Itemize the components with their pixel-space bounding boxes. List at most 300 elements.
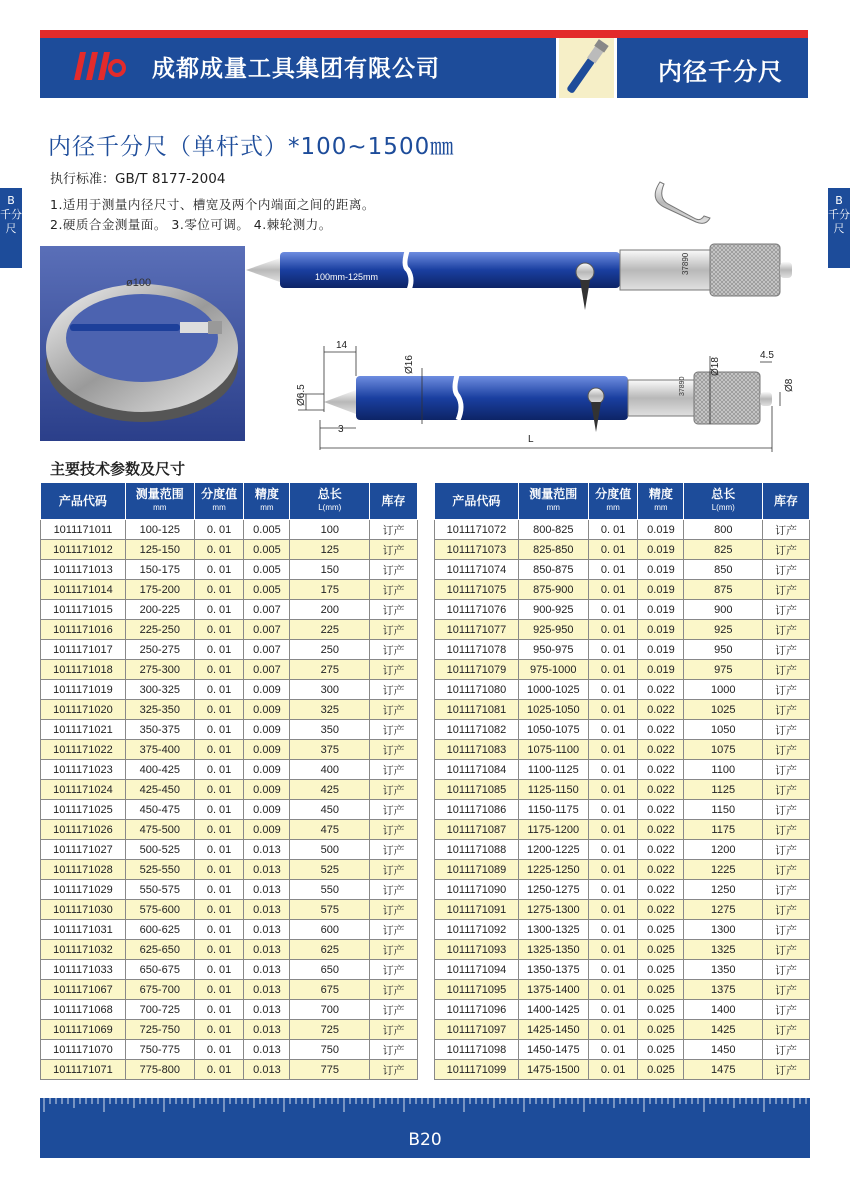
table-cell: 0.025 (638, 1040, 684, 1060)
table-cell: 订产 (370, 660, 418, 680)
table-cell: 1250 (684, 880, 763, 900)
table-cell: 订产 (370, 740, 418, 760)
table-cell: 0.009 (244, 760, 290, 780)
table-row (435, 800, 810, 820)
table-row (41, 660, 418, 680)
table-cell: 250 (290, 640, 370, 660)
table-cell: 1011171075 (435, 580, 519, 600)
table-cell: 0. 01 (588, 560, 638, 580)
table-cell: 500 (290, 840, 370, 860)
table-cell: 725-750 (125, 1020, 194, 1040)
table-cell: 0.013 (244, 980, 290, 1000)
section-title: 内径千分尺 (658, 58, 783, 86)
table-row (435, 700, 810, 720)
table-cell: 700 (290, 1000, 370, 1020)
table-cell: 175-200 (125, 580, 194, 600)
table-cell: 1011171028 (41, 860, 126, 880)
table-row (41, 980, 418, 1000)
table-cell: 850 (684, 560, 763, 580)
table-cell: 0.013 (244, 1000, 290, 1020)
table-cell: 650 (290, 960, 370, 980)
table-cell: 1011171090 (435, 880, 519, 900)
table-cell: 1011171085 (435, 780, 519, 800)
table-cell: 1011171081 (435, 700, 519, 720)
table-cell: 100-125 (125, 520, 194, 540)
table-cell: 订产 (370, 520, 418, 540)
table-cell: 1125-1150 (518, 780, 588, 800)
table-cell: 1011171077 (435, 620, 519, 640)
table-cell: 0. 01 (588, 720, 638, 740)
company-name: 成都成量工具集团有限公司 (152, 56, 440, 82)
header-cell: 精度 mm (244, 483, 290, 520)
dim-14: 14 (336, 340, 348, 351)
table-cell: 1011171020 (41, 700, 126, 720)
table-cell: 订产 (370, 680, 418, 700)
company-logo-icon (72, 44, 130, 88)
dim-3: 3 (338, 424, 344, 435)
table-cell: 825 (684, 540, 763, 560)
table-cell: 1011171014 (41, 580, 126, 600)
table-cell: 1011171080 (435, 680, 519, 700)
table-cell: 125 (290, 540, 370, 560)
header-cell: 总长 L(mm) (684, 483, 763, 520)
table-cell: 1011171012 (41, 540, 126, 560)
table-cell: 0.013 (244, 1060, 290, 1080)
table-cell: 1075 (684, 740, 763, 760)
table-row (435, 640, 810, 660)
table-row (41, 820, 418, 840)
table-cell: 775-800 (125, 1060, 194, 1080)
table-cell: 0.007 (244, 600, 290, 620)
table-row (41, 920, 418, 940)
table-cell: 650-675 (125, 960, 194, 980)
table-cell: 225 (290, 620, 370, 640)
table-cell: 1011171084 (435, 760, 519, 780)
standard-line (50, 168, 225, 187)
table-cell: 0.013 (244, 940, 290, 960)
table-row (41, 1060, 418, 1080)
table-cell: 1425-1450 (518, 1020, 588, 1040)
table-cell: 975-1000 (518, 660, 588, 680)
table-cell: 1025-1050 (518, 700, 588, 720)
table-cell: 1175-1200 (518, 820, 588, 840)
table-cell: 0.022 (638, 740, 684, 760)
table-cell: 1000 (684, 680, 763, 700)
table-cell: 0.019 (638, 640, 684, 660)
table-cell: 1011171088 (435, 840, 519, 860)
standard-label: 执行标准： (50, 172, 116, 187)
table-cell: 1011171073 (435, 540, 519, 560)
table-cell: 1011171097 (435, 1020, 519, 1040)
page-number: B20 (408, 1130, 442, 1150)
table-cell: 1011171072 (435, 520, 519, 540)
spec-table-right (434, 482, 810, 1080)
table-row (435, 860, 810, 880)
table-cell: 900 (684, 600, 763, 620)
table-row (41, 580, 418, 600)
table-cell: 1450-1475 (518, 1040, 588, 1060)
table-cell: 0.007 (244, 660, 290, 680)
table-cell: 0.013 (244, 960, 290, 980)
table-cell: 0.009 (244, 800, 290, 820)
table-cell: 0.025 (638, 980, 684, 1000)
table-row (435, 880, 810, 900)
header-cell: 库存 (763, 483, 810, 520)
table-cell: 400 (290, 760, 370, 780)
table-cell: 订产 (763, 640, 810, 660)
table-cell: 950 (684, 640, 763, 660)
table-cell: 0. 01 (194, 800, 244, 820)
micrometer-upper (246, 244, 792, 310)
table-cell: 0. 01 (588, 960, 638, 980)
table-cell: 1011171069 (41, 1020, 126, 1040)
table-cell: 275 (290, 660, 370, 680)
table-cell: 订产 (763, 1000, 810, 1020)
header-cell: 分度值 mm (588, 483, 638, 520)
table-cell: 1011171023 (41, 760, 126, 780)
table-cell: 425 (290, 780, 370, 800)
table-cell: 0.025 (638, 960, 684, 980)
product-title: 内径千分尺（单杆式）*100~1500㎜ (48, 134, 455, 160)
table-cell: 0.005 (244, 580, 290, 600)
table-cell: 订产 (370, 1000, 418, 1020)
table-cell: 1011171071 (41, 1060, 126, 1080)
table-cell: 0. 01 (194, 980, 244, 1000)
table-cell: 1011171082 (435, 720, 519, 740)
table-cell: 0. 01 (588, 520, 638, 540)
table-cell: 订产 (763, 820, 810, 840)
table-cell: 1275-1300 (518, 900, 588, 920)
table-cell: 订产 (763, 780, 810, 800)
table-cell: 550 (290, 880, 370, 900)
table-cell: 450-475 (125, 800, 194, 820)
rod-label: 100mm-125mm (315, 272, 379, 282)
table-cell: 375-400 (125, 740, 194, 760)
table-cell: 订产 (763, 840, 810, 860)
table-cell: 0.013 (244, 840, 290, 860)
table-cell: 1011171024 (41, 780, 126, 800)
table-row (41, 680, 418, 700)
table-cell: 订产 (763, 540, 810, 560)
table-row (435, 720, 810, 740)
table-cell: 1011171089 (435, 860, 519, 880)
table-cell: 750-775 (125, 1040, 194, 1060)
table-cell: 0. 01 (588, 920, 638, 940)
table-cell: 0. 01 (194, 1000, 244, 1020)
table-cell: 1475 (684, 1060, 763, 1080)
table-cell: 0.007 (244, 620, 290, 640)
table-cell: 0.025 (638, 1060, 684, 1080)
table-cell: 150 (290, 560, 370, 580)
table-cell: 1011171078 (435, 640, 519, 660)
header-cell: 分度值 mm (194, 483, 244, 520)
table-cell: 1011171013 (41, 560, 126, 580)
table-cell: 200 (290, 600, 370, 620)
side-tab-left: B 千分尺 (0, 188, 22, 268)
side-tab-right: B 千分尺 (828, 188, 850, 268)
table-cell: 900-925 (518, 600, 588, 620)
table-row (41, 700, 418, 720)
table-cell: 0. 01 (194, 560, 244, 580)
table-header-row (435, 483, 810, 520)
dim-4-5: 4.5 (760, 350, 774, 361)
table-cell: 600 (290, 920, 370, 940)
table-cell: 1011171011 (41, 520, 126, 540)
table-cell: 1011171018 (41, 660, 126, 680)
table-cell: 订产 (763, 980, 810, 1000)
table-cell: 0. 01 (588, 600, 638, 620)
table-row (435, 820, 810, 840)
table-cell: 1011171022 (41, 740, 126, 760)
table-cell: 订产 (763, 580, 810, 600)
table-cell: 订产 (763, 1040, 810, 1060)
table-cell: 0. 01 (194, 640, 244, 660)
dim-18: Ø18 (710, 357, 721, 376)
table-row (435, 680, 810, 700)
table-cell: 350-375 (125, 720, 194, 740)
table-cell: 0. 01 (194, 820, 244, 840)
table-row (435, 1040, 810, 1060)
table-cell: 订产 (370, 800, 418, 820)
table-row (435, 1020, 810, 1040)
table-cell: 订产 (370, 700, 418, 720)
table-cell: 0.013 (244, 920, 290, 940)
header-cell: 总长 L(mm) (290, 483, 370, 520)
table-cell: 300-325 (125, 680, 194, 700)
dim-16: Ø16 (404, 355, 415, 374)
table-row (41, 960, 418, 980)
table-cell: 0. 01 (194, 940, 244, 960)
table-cell: 625 (290, 940, 370, 960)
table-row (41, 560, 418, 580)
table-cell: 订产 (763, 860, 810, 880)
table-cell: 0. 01 (588, 540, 638, 560)
table-cell: 1011171029 (41, 880, 126, 900)
table-row (41, 840, 418, 860)
table-cell: 275-300 (125, 660, 194, 680)
table-cell: 订产 (370, 540, 418, 560)
table-cell: 925 (684, 620, 763, 640)
table-cell: 300 (290, 680, 370, 700)
table-row (41, 1000, 418, 1020)
table-cell: 订产 (370, 920, 418, 940)
table-cell: 200-225 (125, 600, 194, 620)
table-cell: 0. 01 (588, 640, 638, 660)
product-thumbnail (556, 38, 617, 98)
table-cell: 625-650 (125, 940, 194, 960)
table-cell: 0.005 (244, 540, 290, 560)
table-row (435, 940, 810, 960)
table-cell: 1225 (684, 860, 763, 880)
table-cell: 600-625 (125, 920, 194, 940)
table-cell: 0.009 (244, 720, 290, 740)
table-cell: 1400 (684, 1000, 763, 1020)
table-cell: 订产 (763, 740, 810, 760)
table-row (41, 860, 418, 880)
table-cell: 0.013 (244, 900, 290, 920)
spec-table-left (40, 482, 418, 1080)
table-cell: 订产 (370, 560, 418, 580)
table-cell: 575-600 (125, 900, 194, 920)
ring-gauge-photo (40, 246, 245, 441)
table-cell: 订产 (763, 800, 810, 820)
table-cell: 订产 (370, 1020, 418, 1040)
table-cell: 1000-1025 (518, 680, 588, 700)
table-cell: 0.025 (638, 920, 684, 940)
table-cell: 525-550 (125, 860, 194, 880)
table-cell: 订产 (763, 600, 810, 620)
table-row (435, 740, 810, 760)
table-cell: 875-900 (518, 580, 588, 600)
feature-line-1: 1.适用于测量内径尺寸、槽宽及两个内端面之间的距离。 (50, 197, 375, 212)
table-cell: 0.025 (638, 1000, 684, 1020)
table-cell: 1011171074 (435, 560, 519, 580)
table-row (41, 800, 418, 820)
table-cell: 订产 (763, 680, 810, 700)
table-cell: 1175 (684, 820, 763, 840)
table-cell: 1011171031 (41, 920, 126, 940)
table-cell: 0. 01 (588, 900, 638, 920)
table-cell: 0.022 (638, 860, 684, 880)
table-cell: 1011171027 (41, 840, 126, 860)
table-cell: 0. 01 (588, 860, 638, 880)
table-cell: 0. 01 (588, 800, 638, 820)
table-cell: 575 (290, 900, 370, 920)
table-cell: 0.019 (638, 560, 684, 580)
table-row (41, 1040, 418, 1060)
table-cell: 1011171087 (435, 820, 519, 840)
table-cell: 0.007 (244, 640, 290, 660)
micrometer-thumb-icon (559, 38, 614, 98)
table-cell: 0. 01 (588, 660, 638, 680)
table-cell: 0.019 (638, 620, 684, 640)
table-cell: 150-175 (125, 560, 194, 580)
table-cell: 订产 (763, 700, 810, 720)
fork-icon (655, 182, 710, 223)
table-cell: 0.013 (244, 880, 290, 900)
table-cell: 订产 (763, 520, 810, 540)
table-cell: 订产 (370, 900, 418, 920)
table-cell: 0.022 (638, 800, 684, 820)
ruler-scale (40, 1098, 810, 1124)
table-cell: 1011171032 (41, 940, 126, 960)
table-cell: 175 (290, 580, 370, 600)
table-row (435, 780, 810, 800)
table-cell: 1011171016 (41, 620, 126, 640)
dim-8: Ø8 (784, 378, 795, 392)
table-cell: 0.022 (638, 700, 684, 720)
header-cell: 测量范围 mm (518, 483, 588, 520)
table-row (435, 560, 810, 580)
table-row (41, 620, 418, 640)
header-cell: 精度 mm (638, 483, 684, 520)
table-header-row (41, 483, 418, 520)
table-cell: 订产 (763, 720, 810, 740)
table-cell: 0.019 (638, 660, 684, 680)
table-cell: 725 (290, 1020, 370, 1040)
table-cell: 0.013 (244, 1040, 290, 1060)
header-cell: 产品代码 (41, 483, 126, 520)
table-cell: 订产 (370, 620, 418, 640)
table-cell: 0. 01 (588, 820, 638, 840)
table-cell: 0. 01 (194, 580, 244, 600)
table-row (41, 640, 418, 660)
table-cell: 订产 (370, 880, 418, 900)
table-cell: 1011171025 (41, 800, 126, 820)
table-cell: 1050-1075 (518, 720, 588, 740)
header-cell: 库存 (370, 483, 418, 520)
table-cell: 1350 (684, 960, 763, 980)
table-cell: 1011171099 (435, 1060, 519, 1080)
header-cell: 测量范围 mm (125, 483, 194, 520)
table-cell: 1011171083 (435, 740, 519, 760)
table-cell: 订产 (763, 880, 810, 900)
section-heading: 主要技术参数及尺寸 (50, 460, 186, 478)
table-cell: 250-275 (125, 640, 194, 660)
table-cell: 0.022 (638, 840, 684, 860)
table-cell: 1225-1250 (518, 860, 588, 880)
table-cell: 0.009 (244, 820, 290, 840)
table-cell: 1011171093 (435, 940, 519, 960)
table-cell: 0. 01 (194, 760, 244, 780)
table-cell: 950-975 (518, 640, 588, 660)
table-row (435, 580, 810, 600)
ring-label: ø100 (126, 277, 152, 289)
table-cell: 0. 01 (588, 780, 638, 800)
table-cell: 0.019 (638, 520, 684, 540)
table-cell: 订产 (763, 920, 810, 940)
table-cell: 1011171068 (41, 1000, 126, 1020)
table-cell: 订产 (370, 580, 418, 600)
table-cell: 1350-1375 (518, 960, 588, 980)
table-cell: 订产 (370, 760, 418, 780)
table-row (41, 940, 418, 960)
table-cell: 1200 (684, 840, 763, 860)
table-cell: 订产 (763, 1020, 810, 1040)
table-cell: 800-825 (518, 520, 588, 540)
table-cell: 550-575 (125, 880, 194, 900)
table-cell: 0.022 (638, 760, 684, 780)
table-row (435, 840, 810, 860)
table-cell: 0.005 (244, 520, 290, 540)
table-cell: 0.013 (244, 860, 290, 880)
table-cell: 0. 01 (588, 680, 638, 700)
micrometer-drawing (240, 180, 810, 460)
table-cell: 1150 (684, 800, 763, 820)
table-cell: 0.025 (638, 940, 684, 960)
table-row (435, 760, 810, 780)
table-cell: 0. 01 (194, 1040, 244, 1060)
table-row (435, 960, 810, 980)
table-cell: 0. 01 (588, 980, 638, 1000)
table-cell: 0. 01 (194, 840, 244, 860)
table-cell: 订产 (763, 900, 810, 920)
feature-line-2: 2.硬质合金测量面。 3.零位可调。 4.棘轮测力。 (50, 217, 332, 232)
table-cell: 425-450 (125, 780, 194, 800)
table-cell: 0. 01 (588, 880, 638, 900)
table-cell: 0. 01 (194, 700, 244, 720)
table-cell: 1011171033 (41, 960, 126, 980)
table-cell: 0.019 (638, 540, 684, 560)
table-cell: 0. 01 (588, 840, 638, 860)
table-cell: 0.009 (244, 680, 290, 700)
table-cell: 订产 (370, 780, 418, 800)
table-cell: 1450 (684, 1040, 763, 1060)
table-cell: 0. 01 (194, 880, 244, 900)
table-cell: 1100-1125 (518, 760, 588, 780)
header-cell: 产品代码 (435, 483, 519, 520)
table-cell: 订产 (763, 760, 810, 780)
